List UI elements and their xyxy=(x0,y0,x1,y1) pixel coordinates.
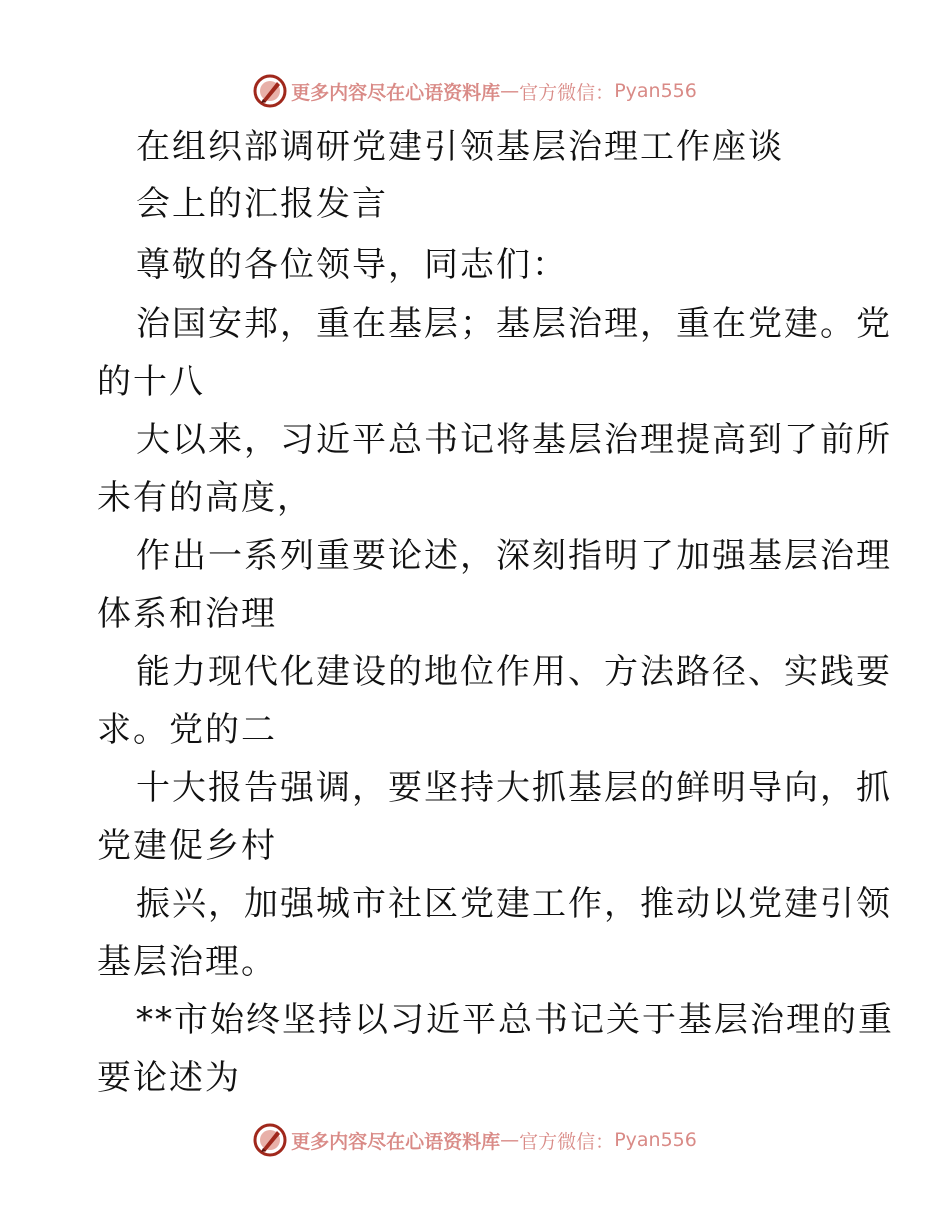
watermark-wechat-id: Pyan556 xyxy=(614,80,697,102)
paragraph-line: 党建促乡村 xyxy=(97,826,277,866)
paragraph-line: 求。党的二 xyxy=(97,710,277,750)
paragraph-line: 振兴，加强城市社区党建工作，推动以党建引领 xyxy=(136,884,892,924)
pen-logo-icon xyxy=(253,1123,287,1157)
watermark-wechat-label: 官方微信： xyxy=(519,1130,615,1153)
paragraph-line: 十大报告强调，要坚持大抓基层的鲜明导向，抓 xyxy=(136,768,892,808)
paragraph-line: **市始终坚持以习近平总书记关于基层治理的重 xyxy=(136,1000,894,1040)
watermark-dash: — xyxy=(500,80,520,102)
paragraph-line: 基层治理。 xyxy=(97,942,277,982)
watermark-wechat-label: 官方微信： xyxy=(519,81,615,104)
document-title-line-2: 会上的汇报发言 xyxy=(136,184,388,224)
watermark-brand-text: 更多内容尽在心语资料库 xyxy=(291,1130,501,1153)
paragraph-line: 未有的高度， xyxy=(97,478,313,518)
watermark-wechat-id: Pyan556 xyxy=(614,1129,697,1151)
watermark-footer xyxy=(0,1120,950,1160)
paragraph-line: 体系和治理 xyxy=(97,594,277,634)
watermark-brand-text: 更多内容尽在心语资料库 xyxy=(291,81,501,104)
watermark-dash: — xyxy=(500,1129,520,1151)
paragraph-line: 大以来，习近平总书记将基层治理提高到了前所 xyxy=(136,420,892,460)
paragraph-line: 能力现代化建设的地位作用、方法路径、实践要 xyxy=(136,652,892,692)
salutation-line: 尊敬的各位领导，同志们： xyxy=(136,245,568,285)
document-title-line-1: 在组织部调研党建引领基层治理工作座谈 xyxy=(136,127,784,167)
paragraph-line: 治国安邦，重在基层；基层治理，重在党建。党 xyxy=(136,304,892,344)
paragraph-line: 作出一系列重要论述，深刻指明了加强基层治理 xyxy=(136,536,892,576)
paragraph-line: 要论述为 xyxy=(97,1058,241,1098)
paragraph-line: 的十八 xyxy=(97,362,205,402)
